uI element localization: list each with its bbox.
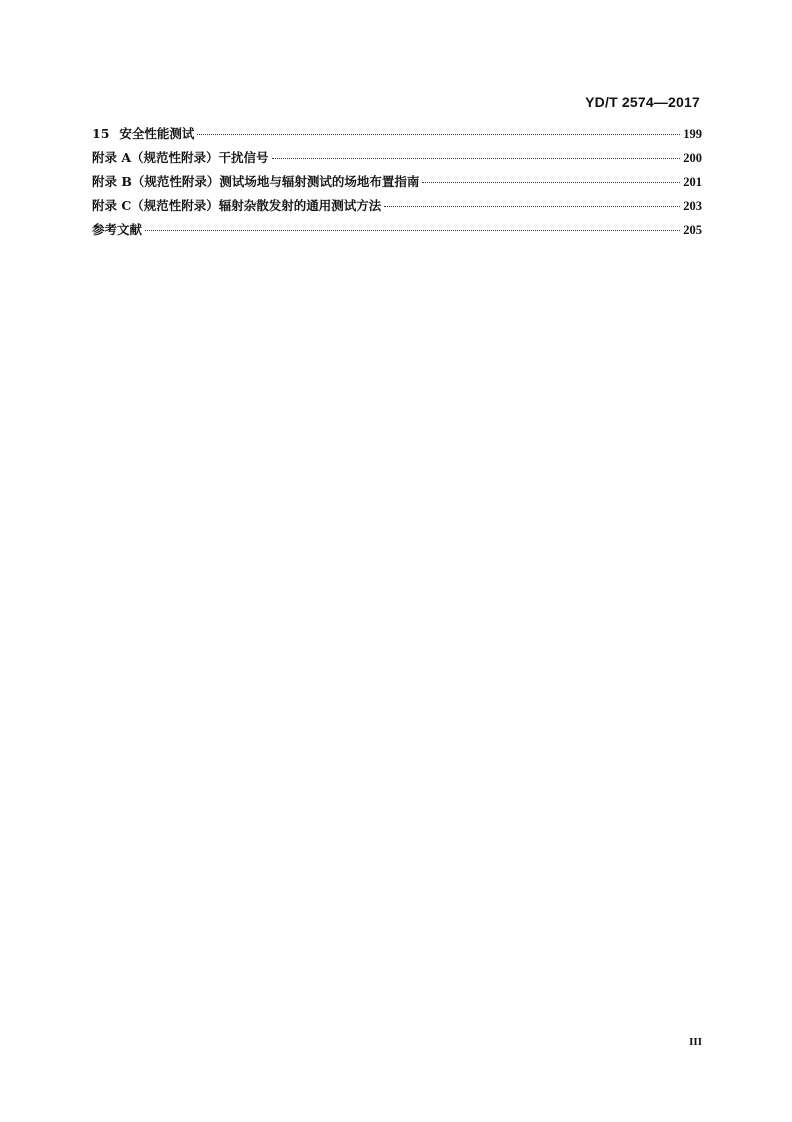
toc-entry-page: 200 <box>683 151 702 165</box>
toc-dot-leader <box>384 206 680 207</box>
toc-entry-title: 附录 A（规范性附录）干扰信号 <box>92 150 269 165</box>
toc-entry-15[interactable] <box>92 124 702 148</box>
toc-entry-references[interactable] <box>92 220 702 244</box>
toc-entry-appendix-c[interactable] <box>92 196 702 220</box>
toc-entry-title: 安全性能测试 <box>119 126 195 141</box>
toc-dot-leader <box>145 230 680 231</box>
toc-entry-page: 199 <box>683 127 702 141</box>
toc-entry-title: 参考文献 <box>92 222 143 237</box>
toc-dot-leader <box>422 182 680 183</box>
toc-dot-leader <box>197 134 680 135</box>
toc-entry-number: 15 <box>92 126 110 141</box>
toc-entry-appendix-a[interactable] <box>92 148 702 172</box>
toc-entry-page: 201 <box>683 175 702 189</box>
standard-number: YD/T 2574—2017 <box>585 94 700 110</box>
toc-entry-page: 205 <box>683 223 702 237</box>
table-of-contents <box>92 124 702 244</box>
page-number: III <box>689 1036 702 1048</box>
toc-entry-title: 附录 C（规范性附录）辐射杂散发射的通用测试方法 <box>92 198 382 213</box>
toc-dot-leader <box>272 158 681 159</box>
toc-entry-title: 附录 B（规范性附录）测试场地与辐射测试的场地布置指南 <box>92 174 420 189</box>
toc-entry-appendix-b[interactable] <box>92 172 702 196</box>
toc-entry-page: 203 <box>683 199 702 213</box>
